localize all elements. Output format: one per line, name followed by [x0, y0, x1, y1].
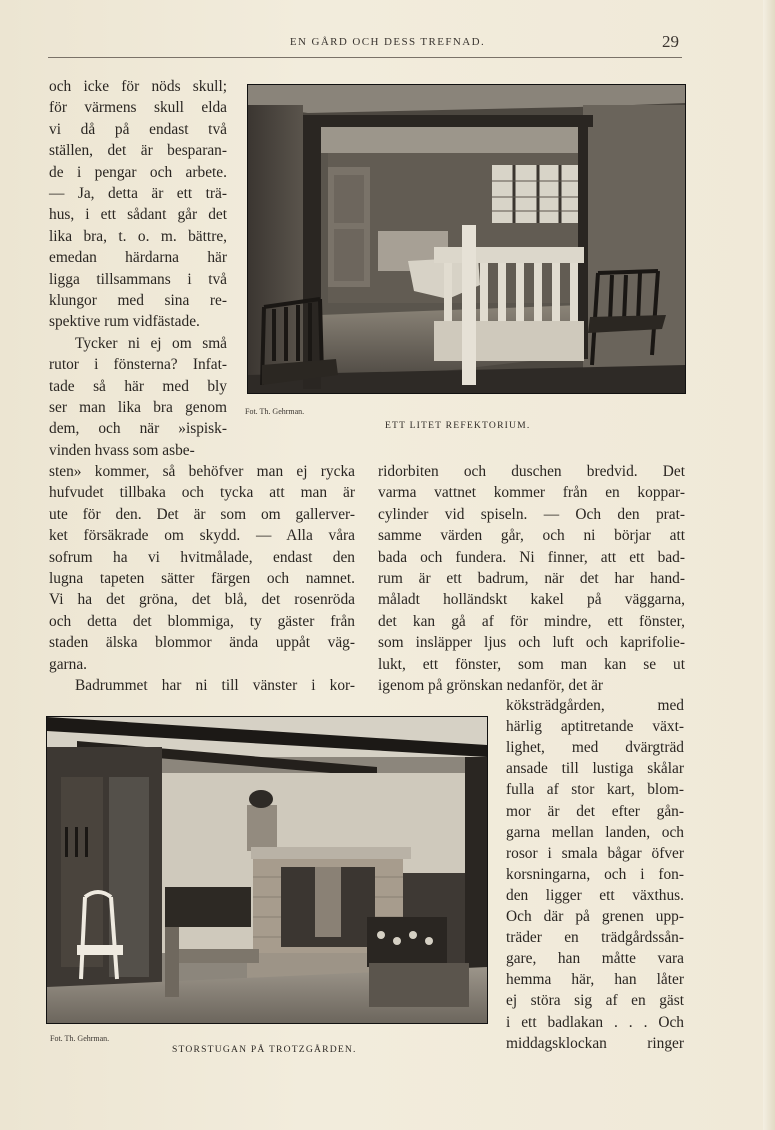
- text-line: rutor i fönsterna? Infat-: [49, 356, 227, 374]
- text-line: de i pengar och arbete.: [49, 163, 227, 181]
- text-line: för värmens skull elda: [49, 99, 227, 117]
- text-line: klungor med sina re-: [49, 292, 227, 309]
- text-line: lugna tapeten sätter färgen och namnet.: [49, 570, 355, 587]
- text-line: korsningarna, och i fon-: [506, 865, 684, 883]
- text-line: garna mellan landen, och: [506, 823, 684, 841]
- text-line: Tycker ni ej om små: [75, 334, 227, 352]
- header-rule: [48, 57, 682, 58]
- text-line: sten» kommer, så behöfver man ej rycka: [49, 463, 355, 480]
- text-line: fulla af stor kart, blom-: [506, 781, 684, 799]
- text-line: tade så här med bly: [49, 377, 227, 395]
- text-line: ansade till lustiga skålar: [506, 760, 684, 778]
- text-line: Vi ha det gröna, det blå, det rosenröda: [49, 591, 355, 609]
- text-line: cylinder vid spiseln. — Och den prat-: [378, 505, 685, 523]
- text-line: i ett badlakan . . . Och: [506, 1013, 684, 1031]
- text-line: vinden hvass som asbe-: [49, 441, 195, 459]
- text-line: lighet, med dvärgträd: [506, 739, 684, 757]
- text-line: härlig aptitretande växt-: [506, 718, 684, 736]
- text-line: dem, och när »ispisk-: [49, 420, 227, 438]
- text-line: — Ja, detta är ett trä-: [49, 185, 227, 202]
- top-photo-caption: ETT LITET REFEKTORIUM.: [385, 420, 531, 431]
- page-number: 29: [662, 32, 679, 51]
- text-line: hufvudet tillbaka och tycka att man är: [49, 484, 355, 502]
- refectory-photo: [247, 84, 686, 394]
- text-line: träder en trädgårdssån-: [506, 929, 684, 947]
- text-line: emedan härdarna här: [49, 249, 227, 267]
- top-photo-credit: Fot. Th. Gehrman.: [245, 407, 305, 416]
- text-line: det kan gå af för mindre, ett fönster,: [378, 612, 685, 630]
- text-line: den ligger ett växthus.: [506, 886, 684, 904]
- text-line: hus, i ett sådant går det: [49, 206, 227, 224]
- text-line: ställen, det är besparan-: [49, 142, 227, 160]
- text-line: middagsklockan ringer: [506, 1034, 684, 1052]
- text-line: vi då på endast två: [49, 120, 227, 138]
- text-line: rum är ett badrum, när det har hand-: [378, 570, 685, 587]
- text-line: Och där på grenen upp-: [506, 908, 684, 925]
- page-edge: [763, 0, 775, 1130]
- text-line: måladt holländskt kakel på väggarna,: [378, 591, 685, 609]
- great-hall-illustration: [47, 717, 487, 1023]
- text-line: ser man lika bra genom: [49, 399, 227, 416]
- text-line: garna.: [49, 655, 88, 673]
- text-line: igenom på grönskan nedanför, det är: [378, 677, 604, 694]
- text-line: ute för den. Det är som om gallerver-: [49, 505, 355, 523]
- bottom-photo-credit: Fot. Th. Gehrman.: [50, 1034, 110, 1043]
- text-line: ket försäkrade om skydd. — Alla våra: [49, 527, 355, 545]
- text-line: lika bra, t. o. m. bättre,: [49, 227, 227, 245]
- text-line: och detta det blommiga, ty gäster från: [49, 612, 355, 630]
- text-line: ligga tillsammans i två: [49, 270, 227, 288]
- text-line: rosor i smala bågar öfver: [506, 844, 684, 862]
- text-line: och icke för nöds skull;: [49, 78, 227, 95]
- text-line: ej störa sig af en gäst: [506, 992, 684, 1010]
- text-line: varma vattnet kommer från en koppar-: [378, 484, 685, 502]
- text-line: mor är det efter gån-: [506, 802, 684, 820]
- bottom-photo-caption: STORSTUGAN PÅ TROTZGÅRDEN.: [172, 1044, 357, 1055]
- text-line: gare, han måtte vara: [506, 950, 684, 968]
- text-line: ridorbiten och duschen bredvid. Det: [378, 463, 685, 480]
- text-line: bada och fundera. Ni finner, att ett bad-: [378, 548, 685, 566]
- text-line: hemma här, han låter: [506, 971, 684, 989]
- text-line: staden älska blommor ända uppåt väg-: [49, 634, 355, 652]
- text-line: samme värden går, och ni börjar att: [378, 527, 685, 545]
- text-line: köksträdgården, med: [506, 697, 684, 714]
- text-line: Badrummet har ni till vänster i kor-: [75, 677, 355, 694]
- great-hall-photo: [46, 716, 488, 1024]
- running-head: EN GÅRD OCH DESS TREFNAD.: [289, 36, 486, 48]
- text-line: spektive rum vidfästade.: [49, 313, 200, 331]
- text-line: sofrum ha vi hvitmålade, endast den: [49, 548, 355, 566]
- text-line: som insläpper ljus och luft och kaprifolie-: [378, 634, 685, 652]
- text-line: lukt, ett fönster, som man kan se ut: [378, 655, 685, 673]
- refectory-illustration: [248, 85, 685, 393]
